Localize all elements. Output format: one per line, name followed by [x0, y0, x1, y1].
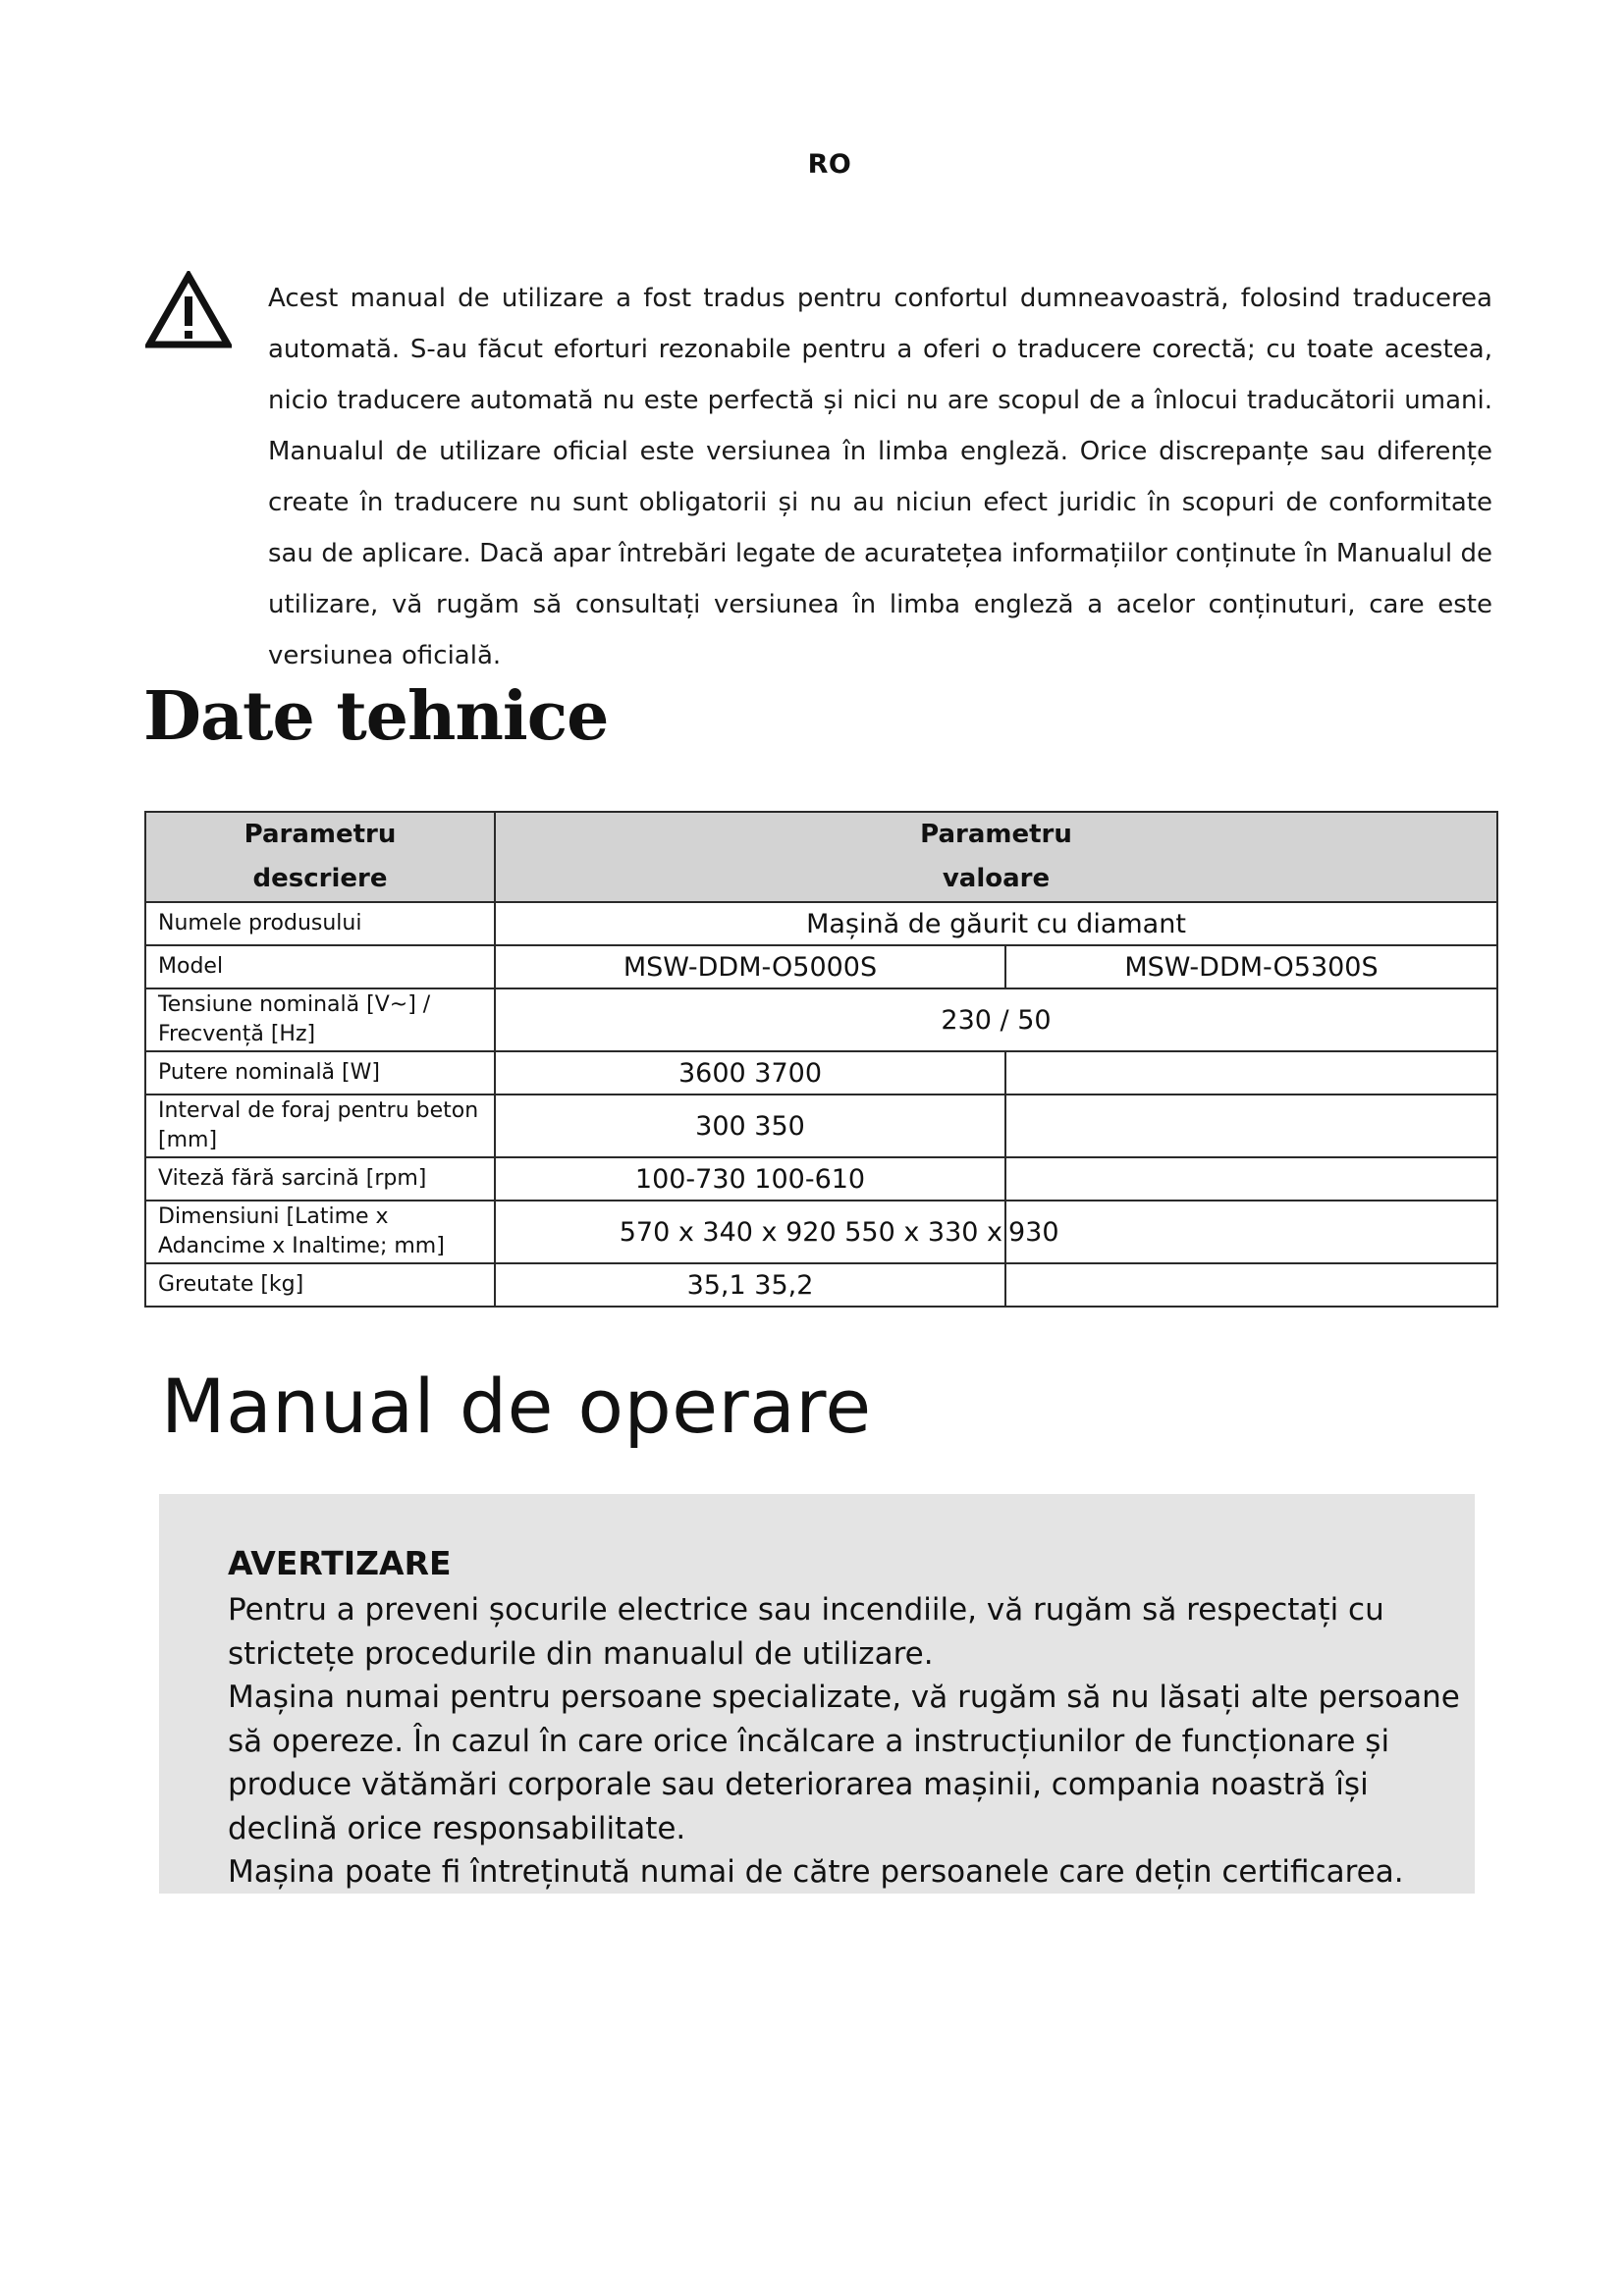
- row-label: Dimensiuni [Latime x Adancime x Inaltime; mm]: [145, 1201, 495, 1263]
- row-value: 230 / 50: [495, 988, 1497, 1051]
- row-value: 570 x 340 x 920 550 x 330 x: [495, 1201, 1005, 1263]
- row-value: Mașină de găurit cu diamant: [495, 902, 1497, 945]
- row-value: 300 350: [495, 1095, 1005, 1157]
- row-label: Greutate [kg]: [145, 1263, 495, 1307]
- warning-paragraph: Mașina poate fi întreținută numai de către persoanele care dețin certificarea.: [228, 1854, 1404, 1890]
- table-row: [145, 1051, 1497, 1095]
- table-row: [145, 1201, 1497, 1263]
- warning-triangle-icon: [145, 271, 232, 349]
- table-row: [145, 945, 1497, 988]
- row-value: 930: [1005, 1201, 1497, 1263]
- row-label: Putere nominală [W]: [145, 1051, 495, 1095]
- translation-disclaimer: Acest manual de utilizare a fost tradus pentru confortul dumneavoastră, folosind traducerea automată. S-au făcut eforturi rezonabile pentru a oferi o traducere corectă; cu toate acestea, nicio traducere automată nu este perfectă și nici nu are scopul de a înlocui traducătorii umani. Manualul de utilizare oficial este versiunea în limba engleză. Orice discrepanțe sau diferențe create în traducere nu sunt obligatorii și nu au niciun efect juridic în scopuri de conformitate sau de aplicare. Dacă apar întrebări legate de acuratețea informațiilor conținute în Manualul de utilizare, vă rugăm să consultați versiunea în limba engleză a acelor conținuturi, care este versiunea oficială.: [268, 284, 1492, 670]
- row-value: MSW-DDM-O5000S: [495, 945, 1005, 988]
- technical-data-title: Date tehnice: [143, 677, 609, 756]
- row-value: [1005, 1157, 1497, 1201]
- row-label: Tensiune nominală [V~] / Frecvență [Hz]: [145, 988, 495, 1051]
- row-label: Interval de foraj pentru beton [mm]: [145, 1095, 495, 1157]
- technical-data-table: [144, 811, 1498, 1308]
- warning-paragraph: Mașina numai pentru persoane specializate, vă rugăm să nu lăsați alte persoane să opereze. În cazul în care orice încălcare a instrucțiunilor de funcționare și produce vătămări corporale sau deteriorarea mașinii, compania noastră își declină orice responsabilitate.: [228, 1680, 1460, 1846]
- table-row: [145, 902, 1497, 945]
- table-row: [145, 1095, 1497, 1157]
- warning-paragraph: Pentru a preveni șocurile electrice sau incendiile, vă rugăm să respectați cu strictețe procedurile din manualul de utilizare.: [228, 1592, 1384, 1672]
- row-label: Viteză fără sarcină [rpm]: [145, 1157, 495, 1201]
- row-value: 3600 3700: [495, 1051, 1005, 1095]
- row-value: [1005, 1095, 1497, 1157]
- header-parameter-description: Parametru descriere: [145, 812, 495, 902]
- row-value: 35,1 35,2: [495, 1263, 1005, 1307]
- language-code: RO: [807, 149, 852, 180]
- table-row: [145, 1157, 1497, 1201]
- warning-box: [159, 1494, 1475, 1894]
- row-label: Numele produsului: [145, 902, 495, 945]
- table-row: [145, 988, 1497, 1051]
- header-parameter-value: Parametru valoare: [495, 812, 1497, 902]
- row-value: 100-730 100-610: [495, 1157, 1005, 1201]
- table-row: [145, 1263, 1497, 1307]
- row-label: Model: [145, 945, 495, 988]
- warning-heading: AVERTIZARE: [228, 1544, 452, 1582]
- operating-manual-title: Manual de operare: [161, 1362, 872, 1450]
- table-header-row: [145, 812, 1497, 902]
- row-value: MSW-DDM-O5300S: [1005, 945, 1497, 988]
- row-value: [1005, 1051, 1497, 1095]
- row-value: [1005, 1263, 1497, 1307]
